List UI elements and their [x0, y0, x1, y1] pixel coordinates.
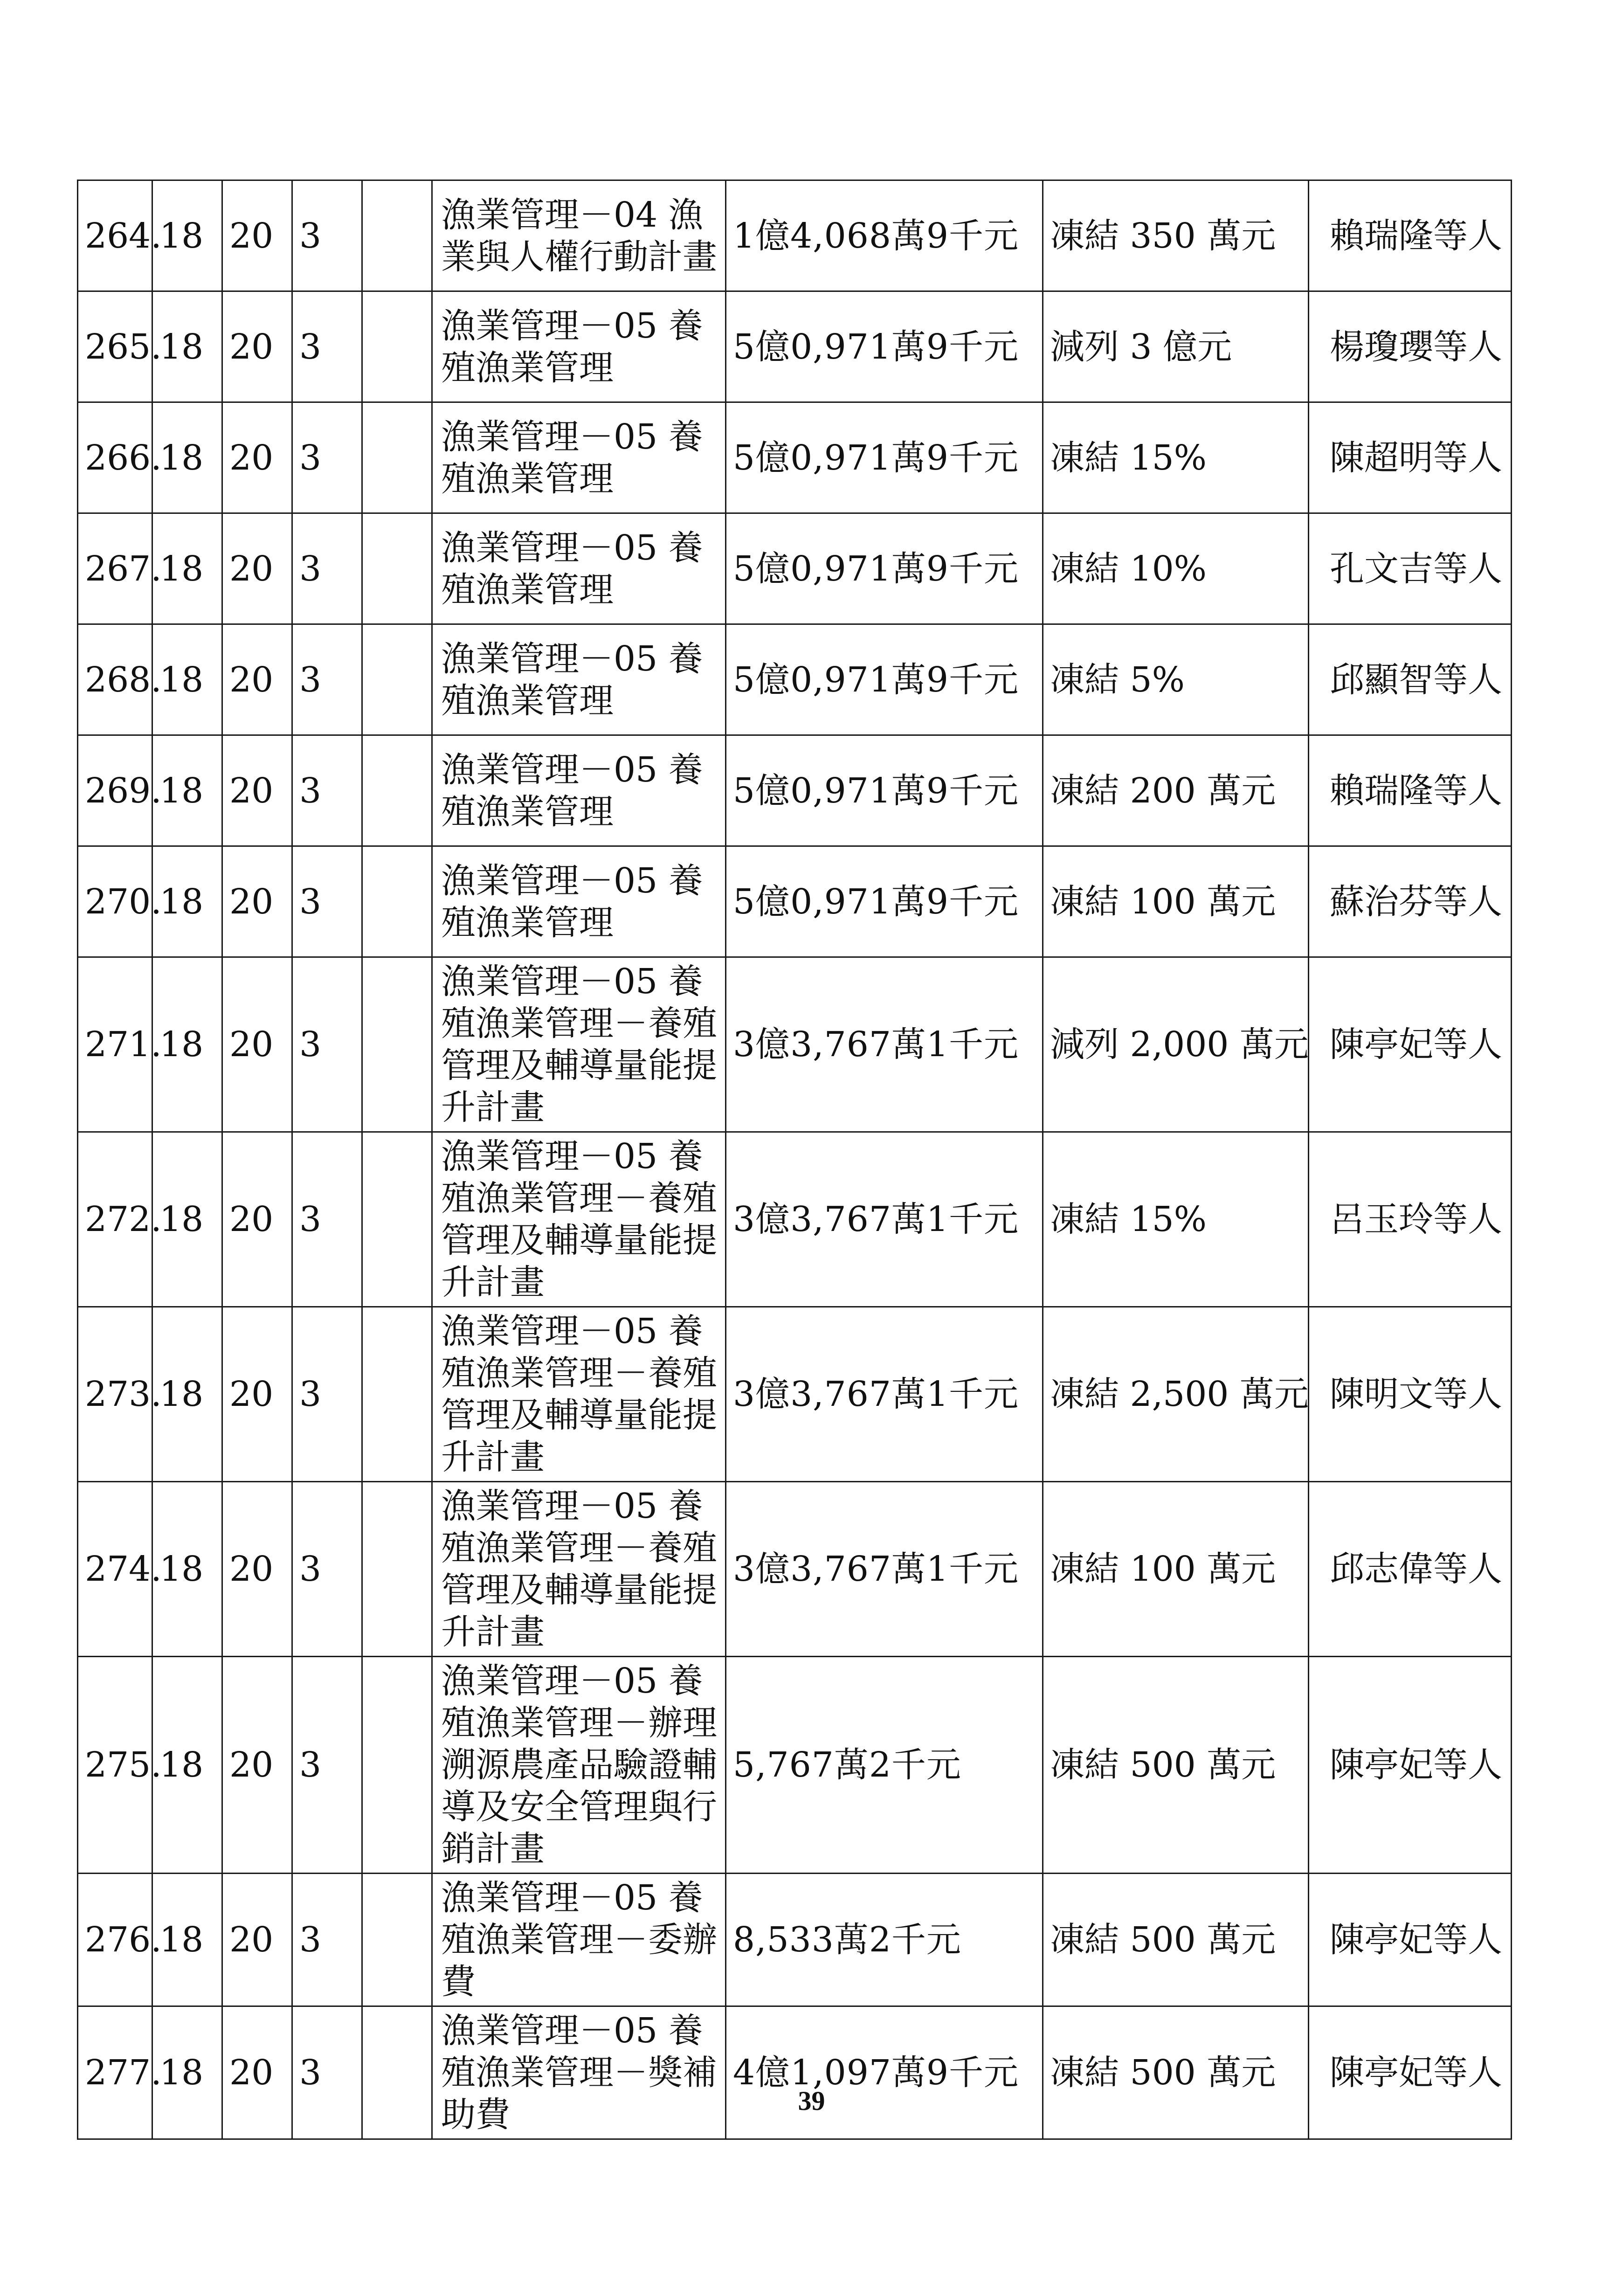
table-row — [78, 1657, 1512, 1874]
budget-item-cell: 漁業管理－05 養殖漁業管理－辦理溯源農產品驗證輔導及安全管理與行銷計畫 — [432, 1657, 726, 1874]
code-cell-1: 18 — [152, 735, 222, 846]
row-number-cell: 267. — [78, 513, 152, 624]
code-cell-2: 20 — [222, 291, 292, 402]
row-number-cell: 270. — [78, 846, 152, 957]
code-cell-1: 18 — [152, 957, 222, 1132]
table-row — [78, 1307, 1512, 1482]
action-cell: 凍結 15% — [1043, 402, 1309, 513]
row-number-cell: 271. — [78, 957, 152, 1132]
proposer-cell: 陳亭妃等人 — [1309, 1657, 1512, 1874]
code-cell-1: 18 — [152, 1874, 222, 2006]
budget-item-cell: 漁業管理－05 養殖漁業管理－養殖管理及輔導量能提升計畫 — [432, 957, 726, 1132]
amount-cell: 5,767萬2千元 — [726, 1657, 1043, 1874]
proposer-cell: 孔文吉等人 — [1309, 513, 1512, 624]
code-cell-2: 20 — [222, 1874, 292, 2006]
amount-cell: 3億3,767萬1千元 — [726, 1132, 1043, 1307]
code-cell-1: 18 — [152, 180, 222, 291]
proposer-cell: 賴瑞隆等人 — [1309, 180, 1512, 291]
code-cell-1: 18 — [152, 1132, 222, 1307]
code-cell-4 — [362, 1482, 432, 1657]
budget-item-cell: 漁業管理－04 漁業與人權行動計畫 — [432, 180, 726, 291]
proposer-cell: 陳超明等人 — [1309, 402, 1512, 513]
row-number-cell: 276. — [78, 1874, 152, 2006]
code-cell-2: 20 — [222, 957, 292, 1132]
amount-cell: 5億0,971萬9千元 — [726, 402, 1043, 513]
budget-item-cell: 漁業管理－05 養殖漁業管理－獎補助費 — [432, 2006, 726, 2139]
code-cell-1: 18 — [152, 2006, 222, 2139]
code-cell-2: 20 — [222, 735, 292, 846]
code-cell-4 — [362, 513, 432, 624]
budget-item-cell: 漁業管理－05 養殖漁業管理－養殖管理及輔導量能提升計畫 — [432, 1132, 726, 1307]
code-cell-3: 3 — [292, 735, 362, 846]
budget-motion-table — [77, 180, 1512, 2140]
page-number: 39 — [798, 2086, 825, 2116]
proposer-cell: 陳亭妃等人 — [1309, 1874, 1512, 2006]
table-body — [78, 180, 1512, 2139]
code-cell-3: 3 — [292, 1657, 362, 1874]
budget-item-cell: 漁業管理－05 養殖漁業管理－養殖管理及輔導量能提升計畫 — [432, 1307, 726, 1482]
proposer-cell: 陳亭妃等人 — [1309, 2006, 1512, 2139]
budget-item-cell: 漁業管理－05 養殖漁業管理 — [432, 846, 726, 957]
amount-cell: 5億0,971萬9千元 — [726, 624, 1043, 735]
row-number-cell: 273. — [78, 1307, 152, 1482]
action-cell: 凍結 15% — [1043, 1132, 1309, 1307]
table-row — [78, 291, 1512, 402]
proposer-cell: 邱志偉等人 — [1309, 1482, 1512, 1657]
proposer-cell: 蘇治芬等人 — [1309, 846, 1512, 957]
code-cell-3: 3 — [292, 1874, 362, 2006]
amount-cell: 3億3,767萬1千元 — [726, 957, 1043, 1132]
action-cell: 凍結 200 萬元 — [1043, 735, 1309, 846]
proposer-cell: 楊瓊瓔等人 — [1309, 291, 1512, 402]
code-cell-3: 3 — [292, 846, 362, 957]
code-cell-4 — [362, 2006, 432, 2139]
table-row — [78, 1482, 1512, 1657]
code-cell-4 — [362, 1874, 432, 2006]
action-cell: 減列 3 億元 — [1043, 291, 1309, 402]
action-cell: 凍結 500 萬元 — [1043, 1657, 1309, 1874]
code-cell-4 — [362, 291, 432, 402]
budget-item-cell: 漁業管理－05 養殖漁業管理 — [432, 402, 726, 513]
action-cell: 凍結 5% — [1043, 624, 1309, 735]
code-cell-2: 20 — [222, 1132, 292, 1307]
amount-cell: 5億0,971萬9千元 — [726, 291, 1043, 402]
row-number-cell: 269. — [78, 735, 152, 846]
code-cell-2: 20 — [222, 402, 292, 513]
row-number-cell: 264. — [78, 180, 152, 291]
code-cell-4 — [362, 1307, 432, 1482]
action-cell: 凍結 100 萬元 — [1043, 1482, 1309, 1657]
code-cell-4 — [362, 402, 432, 513]
proposer-cell: 陳亭妃等人 — [1309, 957, 1512, 1132]
code-cell-4 — [362, 846, 432, 957]
table-row — [78, 846, 1512, 957]
code-cell-2: 20 — [222, 1307, 292, 1482]
code-cell-3: 3 — [292, 1307, 362, 1482]
table-row — [78, 402, 1512, 513]
proposer-cell: 邱顯智等人 — [1309, 624, 1512, 735]
code-cell-4 — [362, 624, 432, 735]
code-cell-3: 3 — [292, 291, 362, 402]
amount-cell: 5億0,971萬9千元 — [726, 513, 1043, 624]
action-cell: 凍結 500 萬元 — [1043, 2006, 1309, 2139]
code-cell-3: 3 — [292, 1132, 362, 1307]
code-cell-2: 20 — [222, 180, 292, 291]
budget-item-cell: 漁業管理－05 養殖漁業管理 — [432, 513, 726, 624]
row-number-cell: 265. — [78, 291, 152, 402]
code-cell-1: 18 — [152, 1307, 222, 1482]
action-cell: 凍結 2,500 萬元 — [1043, 1307, 1309, 1482]
code-cell-1: 18 — [152, 513, 222, 624]
amount-cell: 3億3,767萬1千元 — [726, 1482, 1043, 1657]
table-row — [78, 2006, 1512, 2139]
code-cell-2: 20 — [222, 846, 292, 957]
code-cell-2: 20 — [222, 513, 292, 624]
row-number-cell: 272. — [78, 1132, 152, 1307]
budget-item-cell: 漁業管理－05 養殖漁業管理 — [432, 735, 726, 846]
code-cell-4 — [362, 957, 432, 1132]
action-cell: 凍結 350 萬元 — [1043, 180, 1309, 291]
table-row — [78, 1132, 1512, 1307]
budget-item-cell: 漁業管理－05 養殖漁業管理－養殖管理及輔導量能提升計畫 — [432, 1482, 726, 1657]
budget-item-cell: 漁業管理－05 養殖漁業管理 — [432, 291, 726, 402]
code-cell-3: 3 — [292, 513, 362, 624]
budget-item-cell: 漁業管理－05 養殖漁業管理 — [432, 624, 726, 735]
row-number-cell: 274. — [78, 1482, 152, 1657]
row-number-cell: 268. — [78, 624, 152, 735]
action-cell: 凍結 100 萬元 — [1043, 846, 1309, 957]
amount-cell: 3億3,767萬1千元 — [726, 1307, 1043, 1482]
code-cell-1: 18 — [152, 1482, 222, 1657]
table-row — [78, 180, 1512, 291]
code-cell-1: 18 — [152, 1657, 222, 1874]
budget-item-cell: 漁業管理－05 養殖漁業管理－委辦費 — [432, 1874, 726, 2006]
table-row — [78, 624, 1512, 735]
code-cell-3: 3 — [292, 180, 362, 291]
code-cell-3: 3 — [292, 624, 362, 735]
table-row — [78, 513, 1512, 624]
amount-cell: 8,533萬2千元 — [726, 1874, 1043, 2006]
code-cell-2: 20 — [222, 624, 292, 735]
code-cell-3: 3 — [292, 957, 362, 1132]
proposer-cell: 呂玉玲等人 — [1309, 1132, 1512, 1307]
code-cell-3: 3 — [292, 402, 362, 513]
table-row — [78, 735, 1512, 846]
code-cell-1: 18 — [152, 846, 222, 957]
code-cell-2: 20 — [222, 2006, 292, 2139]
row-number-cell: 275. — [78, 1657, 152, 1874]
proposer-cell: 陳明文等人 — [1309, 1307, 1512, 1482]
code-cell-2: 20 — [222, 1657, 292, 1874]
code-cell-1: 18 — [152, 402, 222, 513]
table-row — [78, 1874, 1512, 2006]
row-number-cell: 277. — [78, 2006, 152, 2139]
action-cell: 凍結 10% — [1043, 513, 1309, 624]
code-cell-3: 3 — [292, 1482, 362, 1657]
amount-cell: 5億0,971萬9千元 — [726, 846, 1043, 957]
code-cell-4 — [362, 735, 432, 846]
row-number-cell: 266. — [78, 402, 152, 513]
code-cell-4 — [362, 1132, 432, 1307]
amount-cell: 4億1,097萬9千元 — [726, 2006, 1043, 2139]
code-cell-4 — [362, 180, 432, 291]
table-row — [78, 957, 1512, 1132]
code-cell-1: 18 — [152, 291, 222, 402]
code-cell-1: 18 — [152, 624, 222, 735]
amount-cell: 1億4,068萬9千元 — [726, 180, 1043, 291]
action-cell: 減列 2,000 萬元 — [1043, 957, 1309, 1132]
code-cell-3: 3 — [292, 2006, 362, 2139]
code-cell-4 — [362, 1657, 432, 1874]
code-cell-2: 20 — [222, 1482, 292, 1657]
action-cell: 凍結 500 萬元 — [1043, 1874, 1309, 2006]
amount-cell: 5億0,971萬9千元 — [726, 735, 1043, 846]
proposer-cell: 賴瑞隆等人 — [1309, 735, 1512, 846]
